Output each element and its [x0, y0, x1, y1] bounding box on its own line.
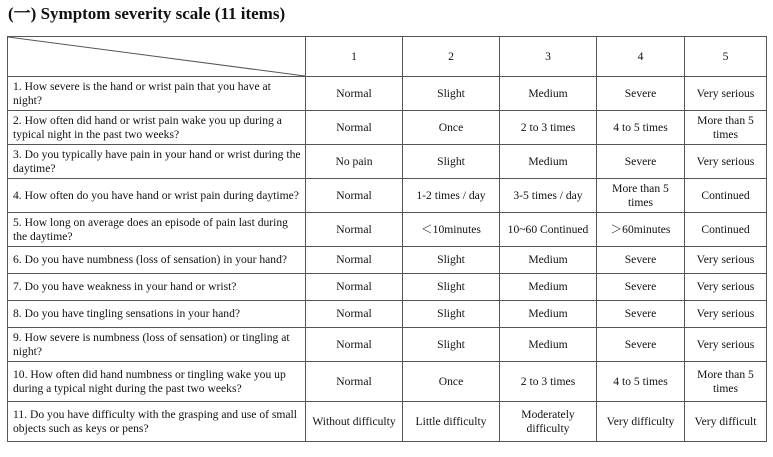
question-cell: 4. How often do you have hand or wrist pain during daytime? [8, 179, 306, 213]
answer-cell: Severe [597, 328, 685, 362]
answer-cell: Continued [685, 213, 767, 247]
answer-cell: Normal [306, 77, 403, 111]
answer-cell: ＜10minutes [403, 213, 500, 247]
answer-cell: Medium [500, 247, 597, 274]
answer-cell: Little difficulty [403, 402, 500, 442]
answer-cell: Very serious [685, 247, 767, 274]
diagonal-line [8, 37, 305, 76]
table-row [8, 111, 767, 145]
table-row [8, 301, 767, 328]
answer-cell: Normal [306, 247, 403, 274]
answer-cell: Very serious [685, 77, 767, 111]
table-row [8, 247, 767, 274]
answer-cell: Slight [403, 145, 500, 179]
answer-cell: Very difficulty [597, 402, 685, 442]
answer-cell: Slight [403, 328, 500, 362]
answer-cell: Slight [403, 301, 500, 328]
scale-heading: (一) Symptom severity scale (11 items) [8, 4, 286, 23]
question-cell: 2. How often did hand or wrist pain wake you up during a typical night in the past two weeks? [8, 111, 306, 145]
answer-cell: Medium [500, 328, 597, 362]
column-header-2: 2 [403, 37, 500, 77]
answer-cell: Normal [306, 213, 403, 247]
answer-cell: Once [403, 111, 500, 145]
column-header-3: 3 [500, 37, 597, 77]
answer-cell: 3-5 times / day [500, 179, 597, 213]
question-cell: 9. How severe is numbness (loss of sensation) or tingling at night? [8, 328, 306, 362]
answer-cell: Moderately difficulty [500, 402, 597, 442]
table-row [8, 179, 767, 213]
symptom-severity-table [7, 36, 767, 442]
question-cell: 6. Do you have numbness (loss of sensation) in your hand? [8, 247, 306, 274]
answer-cell: Normal [306, 111, 403, 145]
table-row [8, 402, 767, 442]
table-row [8, 213, 767, 247]
table-row [8, 274, 767, 301]
answer-cell: Normal [306, 274, 403, 301]
answer-cell: Severe [597, 77, 685, 111]
answer-cell: 2 to 3 times [500, 111, 597, 145]
answer-cell: Very difficult [685, 402, 767, 442]
answer-cell: Severe [597, 247, 685, 274]
question-cell: 3. Do you typically have pain in your hand or wrist during the daytime? [8, 145, 306, 179]
answer-cell: No pain [306, 145, 403, 179]
answer-cell: Normal [306, 179, 403, 213]
answer-cell: More than 5 times [685, 111, 767, 145]
table-row [8, 362, 767, 402]
table-row [8, 145, 767, 179]
answer-cell: Very serious [685, 328, 767, 362]
column-header-5: 5 [685, 37, 767, 77]
answer-cell: More than 5 times [597, 179, 685, 213]
answer-cell: More than 5 times [685, 362, 767, 402]
table-row [8, 328, 767, 362]
question-cell: 11. Do you have difficulty with the grasping and use of small objects such as keys or pens? [8, 402, 306, 442]
question-cell: 1. How severe is the hand or wrist pain that you have at night? [8, 77, 306, 111]
answer-cell: Slight [403, 247, 500, 274]
answer-cell: Medium [500, 145, 597, 179]
question-cell: 5. How long on average does an episode of pain last during the daytime? [8, 213, 306, 247]
answer-cell: Severe [597, 301, 685, 328]
answer-cell: Very serious [685, 145, 767, 179]
answer-cell: Continued [685, 179, 767, 213]
answer-cell: Very serious [685, 274, 767, 301]
answer-cell: Slight [403, 274, 500, 301]
answer-cell: 2 to 3 times [500, 362, 597, 402]
question-cell: 7. Do you have weakness in your hand or wrist? [8, 274, 306, 301]
answer-cell: Severe [597, 145, 685, 179]
answer-cell: Without difficulty [306, 402, 403, 442]
answer-cell: Normal [306, 328, 403, 362]
answer-cell: 10~60 Continued [500, 213, 597, 247]
question-cell: 8. Do you have tingling sensations in your hand? [8, 301, 306, 328]
answer-cell: ＞60minutes [597, 213, 685, 247]
answer-cell: Medium [500, 77, 597, 111]
answer-cell: 4 to 5 times [597, 111, 685, 145]
table-row [8, 77, 767, 111]
column-header-1: 1 [306, 37, 403, 77]
diagonal-corner-cell [8, 37, 306, 77]
table-header-row [8, 37, 767, 77]
answer-cell: Medium [500, 301, 597, 328]
answer-cell: Normal [306, 362, 403, 402]
answer-cell: Very serious [685, 301, 767, 328]
answer-cell: Once [403, 362, 500, 402]
question-cell: 10. How often did hand numbness or tingling wake you up during a typical night during the past two weeks? [8, 362, 306, 402]
answer-cell: Slight [403, 77, 500, 111]
column-header-4: 4 [597, 37, 685, 77]
answer-cell: 4 to 5 times [597, 362, 685, 402]
answer-cell: 1-2 times / day [403, 179, 500, 213]
answer-cell: Severe [597, 274, 685, 301]
answer-cell: Medium [500, 274, 597, 301]
answer-cell: Normal [306, 301, 403, 328]
